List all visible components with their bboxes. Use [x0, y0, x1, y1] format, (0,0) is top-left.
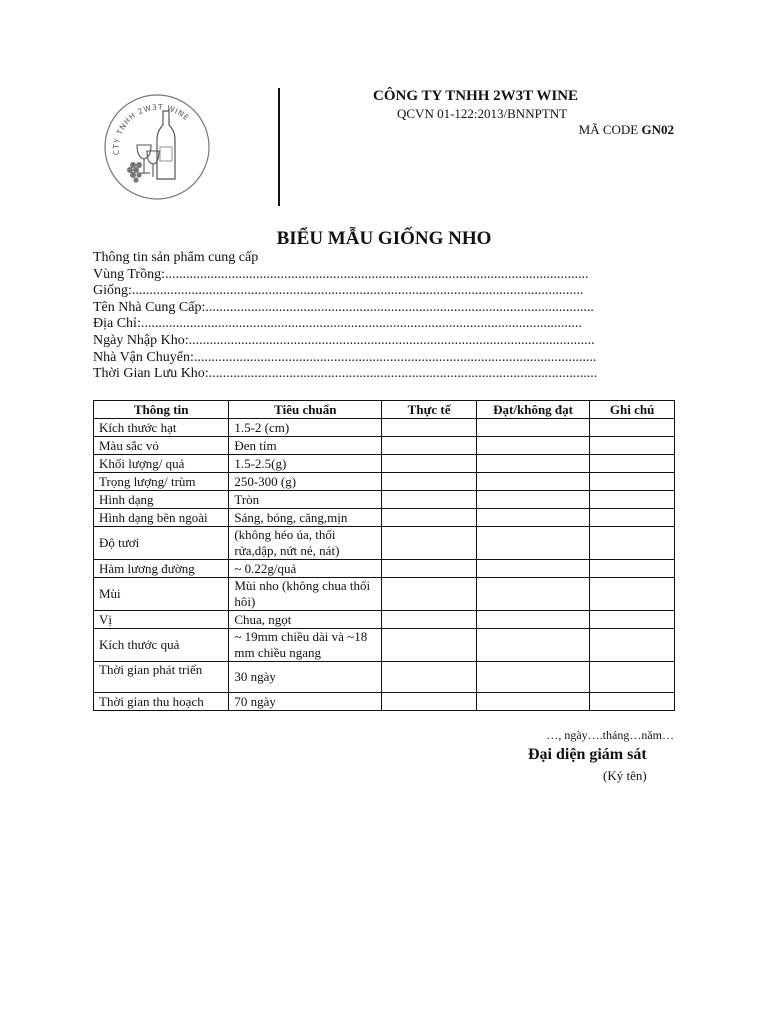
note-cell[interactable]	[590, 611, 675, 629]
row-standard: Tròn	[229, 491, 382, 509]
pass-fail-cell[interactable]	[476, 527, 589, 560]
header-info: Thông tin	[94, 401, 229, 419]
note-cell[interactable]	[590, 455, 675, 473]
pass-fail-cell[interactable]	[476, 629, 589, 662]
company-name: CÔNG TY TNHH 2W3T WINE	[373, 88, 579, 104]
pass-fail-cell[interactable]	[476, 491, 589, 509]
actual-cell[interactable]	[382, 473, 477, 491]
row-name: Kích thước quả	[94, 629, 229, 662]
row-name: Trọng lượng/ trùm	[94, 473, 229, 491]
pass-fail-cell[interactable]	[476, 437, 589, 455]
page-title: BIỂU MẪU GIỐNG NHO	[276, 228, 492, 249]
pass-fail-cell[interactable]	[476, 419, 589, 437]
standard-code: QCVN 01-122:2013/BNNPTNT	[397, 106, 568, 121]
pass-fail-cell[interactable]	[476, 509, 589, 527]
row-name: Thời gian thu hoạch	[94, 693, 229, 711]
table-row	[94, 455, 675, 473]
actual-cell[interactable]	[382, 419, 477, 437]
header-pass-fail: Đạt/không đạt	[476, 401, 589, 419]
actual-cell[interactable]	[382, 437, 477, 455]
table-row	[94, 491, 675, 509]
row-standard: Mùi nho (không chua thối hôi)	[229, 578, 382, 611]
note-cell[interactable]	[590, 527, 675, 560]
table-row	[94, 693, 675, 711]
header-actual: Thực tế	[382, 401, 477, 419]
signature-note: (Ký tên)	[603, 768, 647, 783]
note-cell[interactable]	[590, 473, 675, 491]
row-name: Màu sắc vỏ	[94, 437, 229, 455]
pass-fail-cell[interactable]	[476, 611, 589, 629]
header-standard: Tiêu chuẩn	[229, 401, 382, 419]
info-field-storage-time[interactable]: Thời Gian Lưu Kho:...............................................................................................................	[93, 366, 598, 382]
row-name: Hình dạng	[94, 491, 229, 509]
row-standard: 1.5-2.5(g)	[229, 455, 382, 473]
row-name: Khối lượng/ quả	[94, 455, 229, 473]
table-header-row	[94, 401, 675, 419]
pass-fail-cell[interactable]	[476, 560, 589, 578]
pass-fail-cell[interactable]	[476, 693, 589, 711]
header-divider	[278, 88, 280, 206]
row-standard: Chua, ngọt	[229, 611, 382, 629]
pass-fail-cell[interactable]	[476, 455, 589, 473]
actual-cell[interactable]	[382, 629, 477, 662]
actual-cell[interactable]	[382, 662, 477, 693]
product-info-section	[93, 250, 653, 383]
table-row	[94, 611, 675, 629]
actual-cell[interactable]	[382, 560, 477, 578]
info-intro: Thông tin sản phẩm cung cấp	[93, 250, 259, 265]
note-cell[interactable]	[590, 693, 675, 711]
row-standard: Đen tím	[229, 437, 382, 455]
info-field-variety[interactable]: Giống:.................................................................................................................................	[93, 283, 584, 299]
actual-cell[interactable]	[382, 455, 477, 473]
actual-cell[interactable]	[382, 527, 477, 560]
table-row	[94, 662, 675, 693]
svg-text:CTY TNHH 2W3T WINE: CTY TNHH 2W3T WINE	[111, 102, 192, 156]
note-cell[interactable]	[590, 629, 675, 662]
info-field-receipt-date[interactable]: Ngày Nhập Kho:....................................................................................................................	[93, 332, 595, 348]
row-standard: ~ 0.22g/quả	[229, 560, 382, 578]
supervisor-title: Đại diện giám sát	[528, 746, 647, 763]
grape-spec-table	[93, 400, 675, 711]
info-field-growing-area[interactable]: Vùng Trồng:.........................................................................................................................	[93, 266, 589, 282]
table-row	[94, 437, 675, 455]
table-row	[94, 473, 675, 491]
row-name: Kích thước hạt	[94, 419, 229, 437]
row-standard: ~ 19mm chiều dài và ~18 mm chiều ngang	[229, 629, 382, 662]
note-cell[interactable]	[590, 509, 675, 527]
row-name: Mùi	[94, 578, 229, 611]
pass-fail-cell[interactable]	[476, 578, 589, 611]
info-field-address[interactable]: Địa Chỉ:..............................................................................................................................	[93, 316, 582, 332]
note-cell[interactable]	[590, 491, 675, 509]
table-row	[94, 578, 675, 611]
row-standard: Sáng, bóng, căng,mịn	[229, 509, 382, 527]
form-code-value: GN02	[641, 122, 674, 137]
table-row	[94, 509, 675, 527]
note-cell[interactable]	[590, 419, 675, 437]
info-field-carrier[interactable]: Nhà Vận Chuyển:...................................................................................................................	[93, 349, 597, 365]
form-code-label: MÃ CODE	[578, 122, 639, 137]
row-name: Hàm lương đường	[94, 560, 229, 578]
actual-cell[interactable]	[382, 611, 477, 629]
row-standard: 30 ngày	[229, 662, 382, 693]
table-row	[94, 560, 675, 578]
info-field-supplier[interactable]: Tên Nhà Cung Cấp:...............................................................................................................	[93, 299, 594, 315]
row-standard: 250-300 (g)	[229, 473, 382, 491]
note-cell[interactable]	[590, 437, 675, 455]
date-line: …, ngày….tháng…năm…	[546, 728, 674, 742]
row-name: Hình dạng bên ngoài	[94, 509, 229, 527]
actual-cell[interactable]	[382, 693, 477, 711]
row-standard: 1.5-2 (cm)	[229, 419, 382, 437]
row-name: Vị	[94, 611, 229, 629]
table-row	[94, 527, 675, 560]
header-note: Ghi chú	[590, 401, 675, 419]
note-cell[interactable]	[590, 662, 675, 693]
table-row	[94, 629, 675, 662]
row-standard: (không héo úa, thối rửa,dập, nứt nẻ, nát)	[229, 527, 382, 560]
note-cell[interactable]	[590, 560, 675, 578]
row-name: Độ tươi	[94, 527, 229, 560]
actual-cell[interactable]	[382, 509, 477, 527]
pass-fail-cell[interactable]	[476, 473, 589, 491]
row-name: Thời gian phát triển	[94, 662, 229, 693]
actual-cell[interactable]	[382, 578, 477, 611]
note-cell[interactable]	[590, 578, 675, 611]
company-logo	[103, 93, 211, 201]
form-code	[579, 122, 674, 138]
table-row	[94, 419, 675, 437]
pass-fail-cell[interactable]	[476, 662, 589, 693]
actual-cell[interactable]	[382, 491, 477, 509]
row-standard: 70 ngày	[229, 693, 382, 711]
